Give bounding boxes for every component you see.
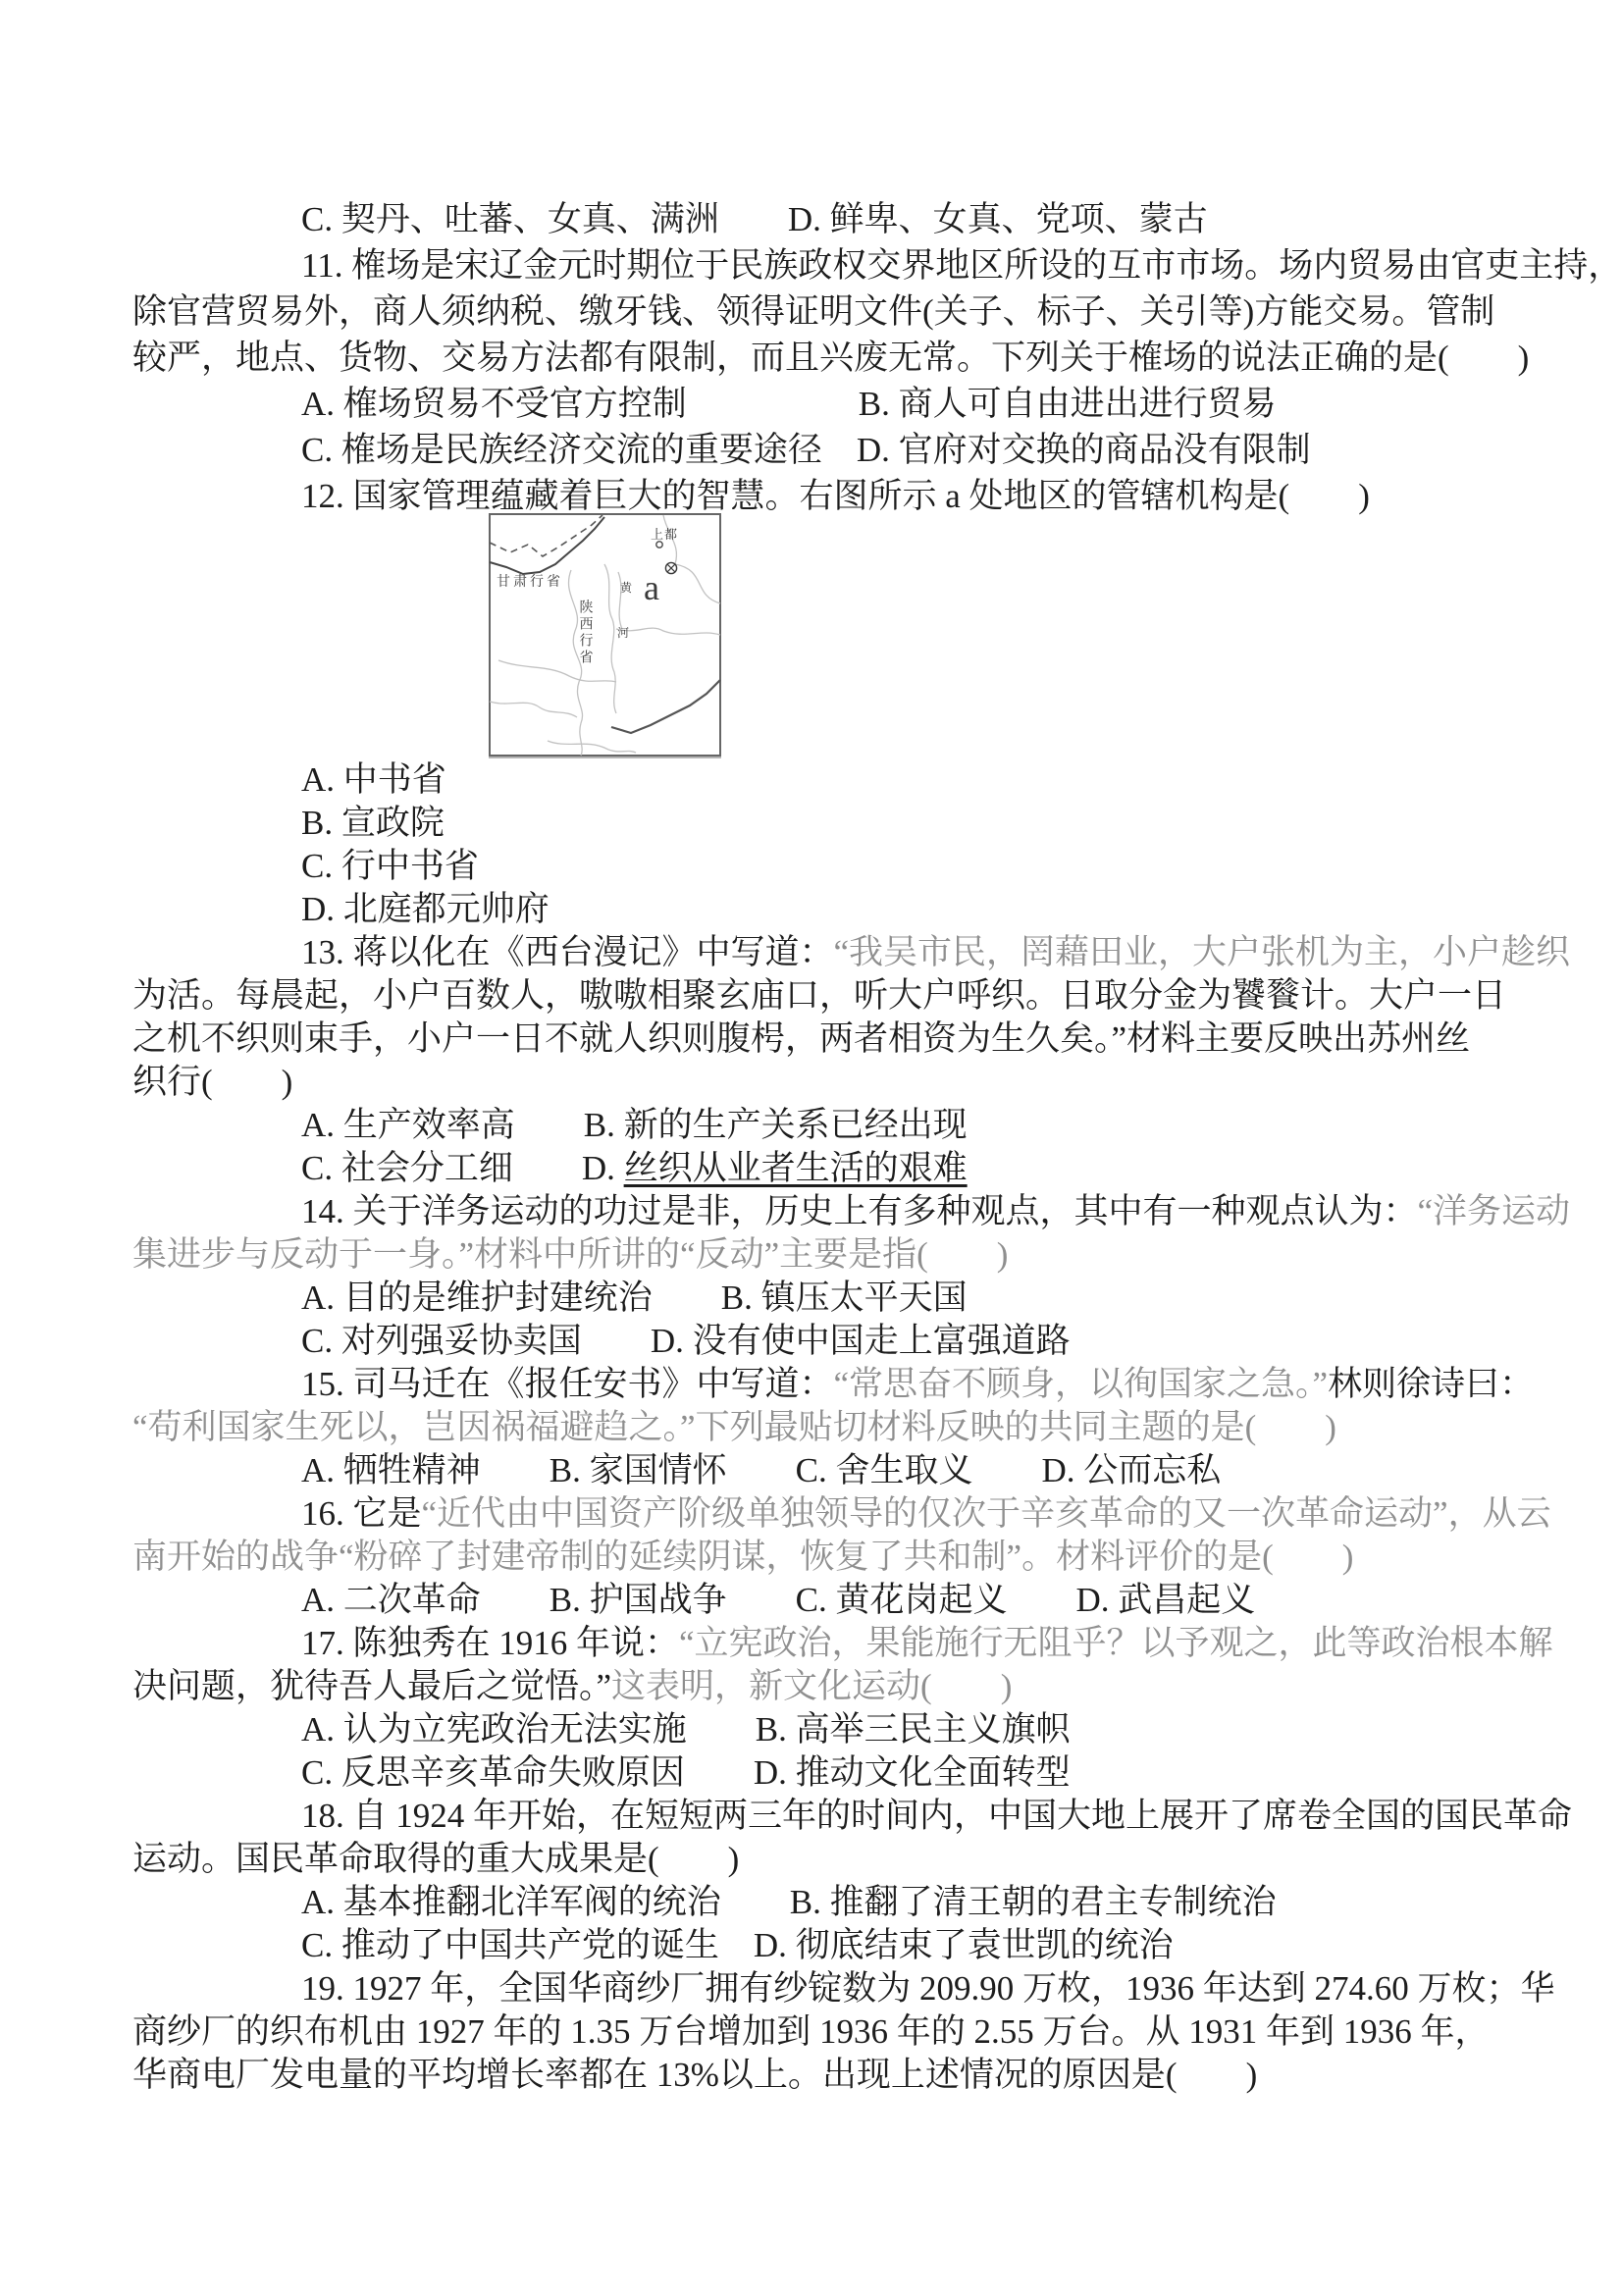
text-segment: 18. 自 1924 年开始，在短短两三年的时间内，中国大地上展开了席卷全国的国民革命 <box>301 1797 1573 1835</box>
map-label-a: a <box>644 568 659 607</box>
text-segment: C. 反思辛亥革命失败原因 D. 推动文化全面转型 <box>301 1753 1071 1792</box>
question-block-top <box>132 196 1623 519</box>
text-segment: 14. 关于洋务运动的功过是非，历史上有多种观点，其中有一种观点认为： <box>301 1192 1418 1230</box>
text-segment: 较严，地点、货物、交易方法都有限制，而且兴废无常。下列关于榷场的说法正确的是( ) <box>132 339 1530 377</box>
map-label-huang: 黄 <box>620 581 633 595</box>
text-line <box>132 2054 1496 2097</box>
text-line <box>132 2010 1496 2054</box>
text-line <box>132 1363 1535 1406</box>
text-segment: 华商电厂发电量的平均增长率都在 13%以上。出现上述情况的原因是( ) <box>132 2056 1258 2094</box>
text-segment: A. 基本推翻北洋军阀的统治 B. 推翻了清王朝的君主专制统治 <box>301 1883 1277 1921</box>
text-line <box>132 1104 1496 1147</box>
text-line <box>132 242 1623 288</box>
map-boundary-bottom-left <box>490 702 577 717</box>
map-dark-river-bottom <box>611 680 720 733</box>
text-line <box>132 1881 1496 1924</box>
text-segment: C. 行中书省 <box>301 847 479 885</box>
text-segment: C. 社会分工细 D. <box>301 1149 624 1187</box>
text-segment: 19. 1927 年，全国华商纱厂拥有纱锭数为 209.90 万枚，1936 年达到 274.60 万枚；华 <box>301 1969 1555 2008</box>
text-line <box>132 1018 1496 1061</box>
yuan-provinces-map <box>489 513 721 758</box>
quoted-light-text: “常思奋不顾身，以徇国家之急。” <box>833 1365 1329 1403</box>
text-line <box>132 1449 1496 1492</box>
text-segment: 林则徐诗曰： <box>1328 1365 1535 1403</box>
text-segment: 11. 榷场是宋辽金元时期位于民族政权交界地区所设的互市市场。场内贸易由官吏主持， <box>301 246 1623 285</box>
map-border <box>490 514 720 756</box>
map-capital-marker <box>665 562 676 573</box>
underlined-answer-text: 丝织从业者生活的艰难 <box>623 1149 968 1187</box>
text-segment: A. 生产效率高 B. 新的生产关系已经出现 <box>301 1106 968 1144</box>
text-segment: D. 北庭都元帅府 <box>301 890 550 928</box>
text-line <box>132 1233 1496 1277</box>
text-line <box>132 758 1496 802</box>
map-boundary-lower-left <box>498 660 616 682</box>
text-segment: C. 契丹、吐蕃、女真、满洲 D. 鲜卑、女真、党项、蒙古 <box>301 200 1208 238</box>
text-segment: A. 目的是维护封建统治 B. 镇压太平天国 <box>301 1278 968 1317</box>
text-line <box>132 1579 1496 1622</box>
text-segment: B. 宣政院 <box>301 804 445 842</box>
map-boundary-middle-right <box>616 628 720 635</box>
text-segment: 决问题，犹待吾人最后之觉悟。” <box>132 1667 612 1705</box>
text-line <box>132 1406 1496 1449</box>
text-line <box>132 1320 1496 1363</box>
text-line <box>132 427 1496 473</box>
map-label-shangdu: 上都 <box>651 527 679 542</box>
quoted-light-text: 集进步与反动于一身。”材料中所讲的“反动”主要是指( ) <box>132 1235 1009 1274</box>
question-block-bottom <box>132 758 1573 2097</box>
map-city-marker <box>656 542 662 548</box>
text-line <box>132 196 1496 242</box>
map-svg <box>489 513 721 757</box>
text-segment: 之机不织则束手，小户一日不就人织则腹枵，两者相资为生久矣。”材料主要反映出苏州丝 <box>132 1019 1471 1058</box>
quoted-light-text: “近代由中国资产阶级单独领导的仅次于辛亥革命的又一次革命运动”，从云 <box>421 1494 1551 1533</box>
text-segment: A. 二次革命 B. 护国战争 C. 黄花岗起义 D. 武昌起义 <box>301 1581 1256 1619</box>
text-line <box>132 1838 1496 1881</box>
exam-document <box>132 196 1623 2097</box>
map-boundary-shaanxi-east <box>604 564 616 713</box>
text-line <box>132 1147 1496 1190</box>
text-segment: 运动。国民革命取得的重大成果是( ) <box>132 1840 740 1878</box>
map-label-gansu: 甘肃行省 <box>497 575 563 590</box>
text-segment: 17. 陈独秀在 1916 年说： <box>301 1624 680 1662</box>
text-line <box>132 974 1507 1018</box>
text-line <box>132 1708 1496 1751</box>
text-line <box>132 845 1496 888</box>
map-boundary-bottom <box>548 741 636 753</box>
text-line <box>132 473 1496 519</box>
text-segment: C. 榷场是民族经济交流的重要途径 D. 官府对交换的商品没有限制 <box>301 431 1311 469</box>
text-segment: A. 中书省 <box>301 760 446 799</box>
text-line <box>132 288 1496 335</box>
text-segment: C. 对列强妥协卖国 D. 没有使中国走上富强道路 <box>301 1322 1071 1360</box>
text-line <box>132 1277 1496 1320</box>
map-label-he: 河 <box>617 626 630 640</box>
text-line <box>132 1492 1551 1536</box>
text-segment: 除官营贸易外，商人须纳税、缴牙钱、领得证明文件(关子、标子、关引等)方能交易。管制 <box>132 292 1495 331</box>
text-segment: 15. 司马迁在《报任安书》中写道： <box>301 1365 834 1403</box>
text-line <box>132 888 1496 931</box>
text-line <box>132 1061 1496 1104</box>
quoted-light-text: “立宪政治，果能施行无阻乎？以予观之，此等政治根本解 <box>679 1624 1553 1662</box>
quoted-light-text: 这表明，新文化运动( ) <box>611 1667 1013 1705</box>
text-segment: 为活。每晨起，小户百数人，嗷嗷相聚玄庙口，听大户呼织。日取分金为饕餮计。大户一日 <box>132 976 1507 1015</box>
text-segment: A. 牺牲精神 B. 家国情怀 C. 舍生取义 D. 公而忘私 <box>301 1451 1222 1489</box>
text-segment: A. 认为立宪政治无法实施 B. 高举三民主义旗帜 <box>301 1710 1071 1748</box>
text-segment: C. 推动了中国共产党的诞生 D. 彻底结束了袁世凯的统治 <box>301 1926 1174 1964</box>
text-segment: 织行( ) <box>132 1063 293 1101</box>
text-line <box>132 1665 1496 1708</box>
map-label-shaanxi: 陕西行省 <box>577 600 593 666</box>
text-segment: 商纱厂的织布机由 1927 年的 1.35 万台增加到 1936 年的 2.55 万台。从 1931 年到 1936 年， <box>132 2012 1490 2051</box>
text-line <box>132 1751 1496 1795</box>
text-segment: 16. 它是 <box>301 1494 422 1533</box>
text-line <box>132 1795 1573 1838</box>
quoted-light-text: “洋务运动 <box>1417 1192 1571 1230</box>
quoted-light-text: “苟利国家生死以，岂因祸福避趋之。”下列最贴切材料反映的共同主题的是( ) <box>132 1408 1336 1446</box>
text-segment: A. 榷场贸易不受官方控制 B. 商人可自由进出进行贸易 <box>301 385 1277 423</box>
text-segment: 13. 蒋以化在《西台漫记》中写道： <box>301 933 834 971</box>
text-line <box>132 1622 1553 1665</box>
text-line <box>132 931 1571 974</box>
quoted-light-text: “我吴市民，罔藉田业，大户张机为主，小户趁织 <box>833 933 1571 971</box>
map-dark-line-top <box>490 517 604 574</box>
text-line <box>132 335 1530 381</box>
text-line <box>132 1924 1496 1967</box>
text-line <box>132 1536 1496 1579</box>
map-dashed-boundary <box>490 515 602 556</box>
text-line <box>132 1190 1571 1233</box>
text-line <box>132 381 1496 427</box>
text-line <box>132 802 1496 845</box>
text-line <box>132 1967 1555 2010</box>
quoted-light-text: 南开始的战争“粉碎了封建帝制的延续阴谋，恢复了共和制”。材料评价的是( ) <box>132 1538 1354 1576</box>
text-segment: 12. 国家管理蕴藏着巨大的智慧。右图所示 a 处地区的管辖机构是( ) <box>301 477 1370 515</box>
